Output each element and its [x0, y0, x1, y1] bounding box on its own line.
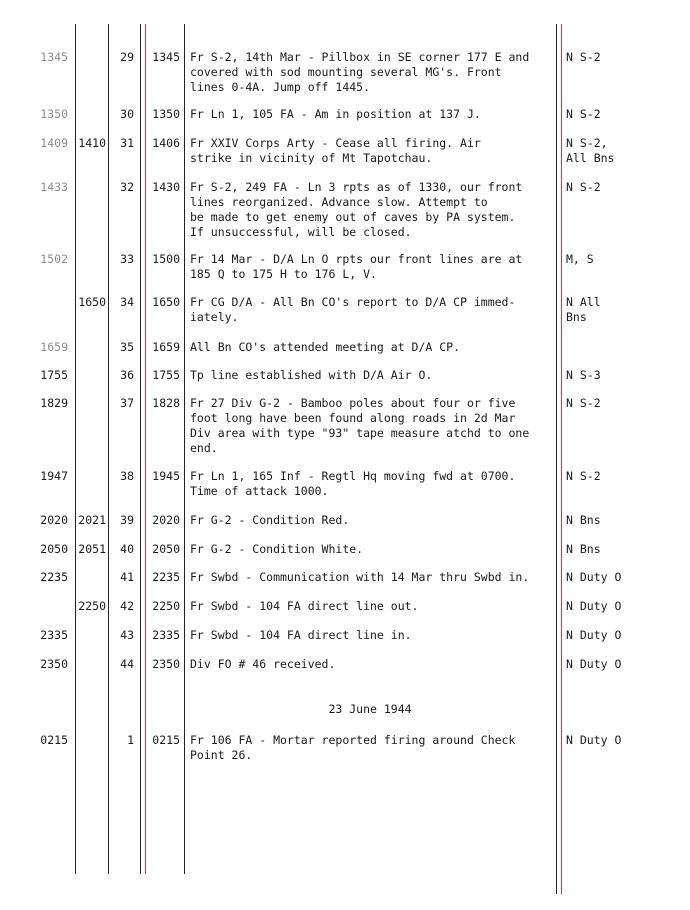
- time-in-alt: 2051: [78, 542, 106, 556]
- time-in-alt: 1650: [78, 295, 106, 309]
- message-text: Fr S-2, 249 FA - Ln 3 rpts as of 1330, our front lines reorganized. Advance slow. Attempt to be made to get enemy out of caves by PA system. If unsuccessful, will be closed.: [190, 180, 523, 239]
- message-text: Fr 106 FA - Mortar reported firing around Check Point 26.: [190, 733, 516, 762]
- time-in: 1350: [40, 107, 68, 121]
- time-out: 1828: [152, 396, 180, 410]
- disposition: N S-2: [566, 50, 601, 64]
- column-rule: [75, 24, 76, 874]
- message-text: Fr Ln 1, 165 Inf - Regtl Hq moving fwd at 0700. Time of attack 1000.: [190, 469, 516, 498]
- message-text: Fr G-2 - Condition Red.: [190, 513, 350, 527]
- serial-number: 30: [120, 107, 134, 121]
- time-in: 1947: [40, 469, 68, 483]
- serial-number: 37: [120, 396, 134, 410]
- time-in: 0215: [40, 733, 68, 747]
- time-out: 1659: [152, 340, 180, 354]
- message-text: Div FO # 46 received.: [190, 657, 336, 671]
- time-in: 2235: [40, 570, 68, 584]
- time-in: 1829: [40, 396, 68, 410]
- time-in: 1409: [40, 136, 68, 150]
- time-in: 2335: [40, 628, 68, 642]
- disposition: N Duty O: [566, 628, 622, 642]
- time-in: 2350: [40, 657, 68, 671]
- message-text: Fr CG D/A - All Bn CO's report to D/A CP immed- iately.: [190, 295, 516, 324]
- serial-number: 1: [127, 733, 134, 747]
- message-text: Fr 14 Mar - D/A Ln O rpts our front lines are at 185 Q to 175 H to 176 L, V.: [190, 252, 523, 281]
- serial-number: 44: [120, 657, 134, 671]
- message-text: Fr Swbd - Communication with 14 Mar thru Swbd in.: [190, 570, 530, 584]
- serial-number: 42: [120, 599, 134, 613]
- disposition: N All Bns: [566, 295, 601, 324]
- time-out: 2235: [152, 570, 180, 584]
- serial-number: 33: [120, 252, 134, 266]
- message-text: Fr XXIV Corps Arty - Cease all firing. Air strike in vicinity of Mt Tapotchau.: [190, 136, 481, 165]
- serial-number: 32: [120, 180, 134, 194]
- time-out: 1755: [152, 368, 180, 382]
- time-out: 1406: [152, 136, 180, 150]
- column-rule: [561, 24, 562, 894]
- time-in-alt: 2021: [78, 513, 106, 527]
- serial-number: 43: [120, 628, 134, 642]
- time-out: 1650: [152, 295, 180, 309]
- time-in: 1755: [40, 368, 68, 382]
- time-in-alt: 1410: [78, 136, 106, 150]
- disposition: N Duty O: [566, 657, 622, 671]
- column-rule: [140, 24, 141, 874]
- time-in: 1345: [40, 50, 68, 64]
- disposition: M, S: [566, 252, 594, 266]
- disposition: N S-2: [566, 107, 601, 121]
- time-in: 2020: [40, 513, 68, 527]
- time-in: 1433: [40, 180, 68, 194]
- time-in: 1659: [40, 340, 68, 354]
- serial-number: 38: [120, 469, 134, 483]
- time-out: 2335: [152, 628, 180, 642]
- message-text: Fr 27 Div G-2 - Bamboo poles about four or five foot long have been found along roads in 2d Mar Div area with type "93" tape measure atchd to one end.: [190, 396, 530, 455]
- disposition: N Bns: [566, 513, 601, 527]
- time-out: 0215: [152, 733, 180, 747]
- message-text: Fr Ln 1, 105 FA - Am in position at 137 J.: [190, 107, 481, 121]
- date-header: 23 June 1944: [328, 702, 412, 716]
- time-out: 2250: [152, 599, 180, 613]
- serial-number: 31: [120, 136, 134, 150]
- message-text: Fr Swbd - 104 FA direct line out.: [190, 599, 419, 613]
- time-out: 1945: [152, 469, 180, 483]
- disposition: N Bns: [566, 542, 601, 556]
- time-out: 2020: [152, 513, 180, 527]
- time-in: 2050: [40, 542, 68, 556]
- serial-number: 35: [120, 340, 134, 354]
- serial-number: 29: [120, 50, 134, 64]
- time-out: 1345: [152, 50, 180, 64]
- time-out: 1350: [152, 107, 180, 121]
- disposition: N Duty O: [566, 733, 622, 747]
- time-out: 1500: [152, 252, 180, 266]
- disposition: N S-2: [566, 469, 601, 483]
- disposition: N Duty O: [566, 570, 622, 584]
- disposition: N S-2: [566, 396, 601, 410]
- serial-number: 40: [120, 542, 134, 556]
- serial-number: 36: [120, 368, 134, 382]
- disposition: N Duty O: [566, 599, 622, 613]
- disposition: N S-2, All Bns: [566, 136, 615, 165]
- time-in-alt: 2250: [78, 599, 106, 613]
- time-out: 1430: [152, 180, 180, 194]
- time-out: 2350: [152, 657, 180, 671]
- message-text: Fr Swbd - 104 FA direct line in.: [190, 628, 412, 642]
- message-text: Tp line established with D/A Air O.: [190, 368, 433, 382]
- serial-number: 41: [120, 570, 134, 584]
- disposition: N S-3: [566, 368, 601, 382]
- serial-number: 34: [120, 295, 134, 309]
- column-rule: [184, 24, 185, 874]
- message-text: Fr G-2 - Condition White.: [190, 542, 364, 556]
- message-text: All Bn CO's attended meeting at D/A CP.: [190, 340, 461, 354]
- column-rule: [108, 24, 109, 874]
- message-text: Fr S-2, 14th Mar - Pillbox in SE corner 177 E and covered with sod mounting several MG's. Front lines 0-4A. Jump off 1445.: [190, 50, 530, 94]
- time-in: 1502: [40, 252, 68, 266]
- time-out: 2050: [152, 542, 180, 556]
- serial-number: 39: [120, 513, 134, 527]
- disposition: N S-2: [566, 180, 601, 194]
- column-rule: [556, 24, 557, 894]
